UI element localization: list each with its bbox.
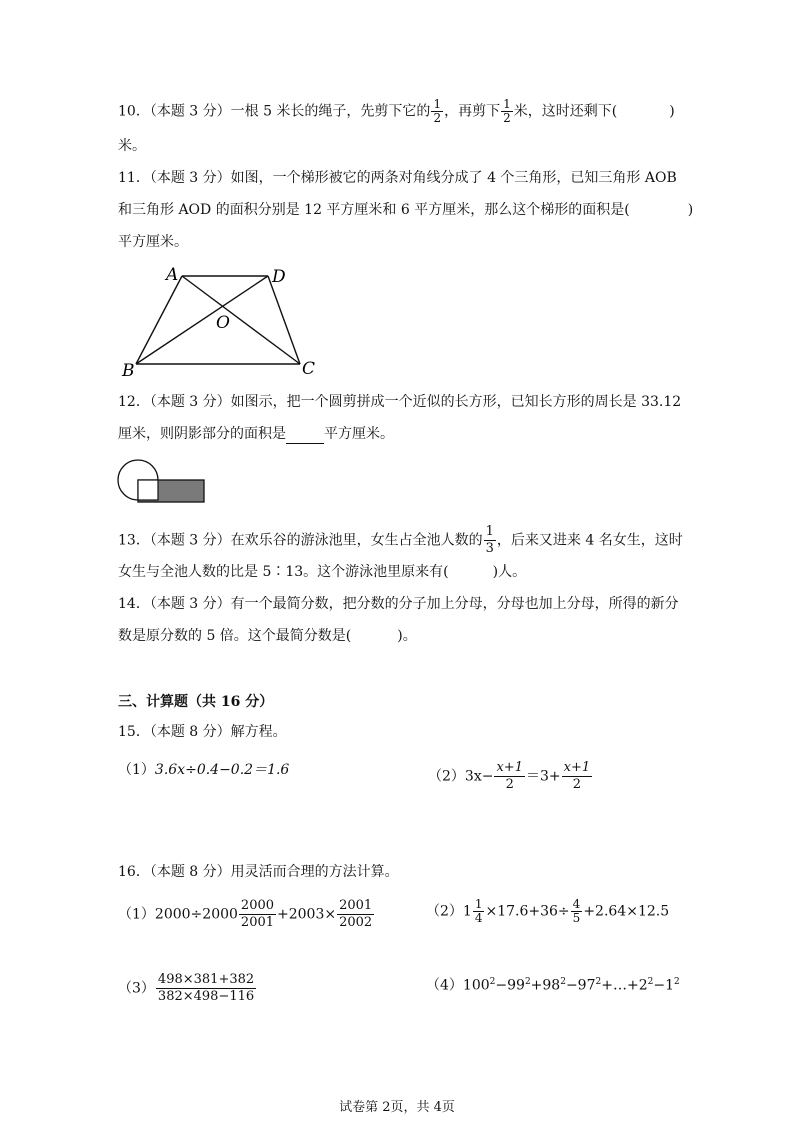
label-a: A <box>166 265 179 285</box>
diagonal-bd <box>136 276 268 364</box>
fraction-half: $\frac{1}{2}$ <box>433 97 442 125</box>
trapezoid-diagram <box>118 262 328 382</box>
answer-paren-close: ) <box>669 103 675 120</box>
q11-line1: 11．（本题 3 分）如图，一个梯形被它的两条对角线分成了 4 个三角形，已知三角形 AOB <box>118 170 677 186</box>
answer-blank <box>286 429 324 444</box>
q16-part1: （1）2000÷2000 $\frac{2000}{2001}$ +2003× $\frac{2001}{2002}$ <box>118 898 373 930</box>
trapezoid-right-edge <box>268 276 300 364</box>
q10-text: 10．（本题 3 分）一根 5 米长的绳子，先剪下它的 <box>118 103 431 120</box>
q12-line1: 12．（本题 3 分）如图示，把一个圆剪拼成一个近似的长方形，已知长方形的周长是 33.12 <box>118 394 682 410</box>
q10-line1: 10．（本题 3 分）一根 5 米长的绳子，先剪下它的 $\frac{1}{2}$ ，再剪下 $\frac{1}{2}$ 米，这时还剩下( ) <box>118 97 675 125</box>
label-o: O <box>216 313 230 333</box>
q15-part1: （1）3.6x÷0.4−0.2＝1.6 <box>118 762 290 778</box>
q10-line2: 米。 <box>118 138 146 154</box>
label-c: C <box>302 359 316 379</box>
fraction-third: $\frac{1}{3}$ <box>485 524 494 556</box>
q15-title: 15．（本题 8 分）解方程。 <box>118 724 287 740</box>
q13-line2: 女生与全池人数的比是 5∶13。这个游泳池里原来有( )人。 <box>118 564 527 580</box>
q14-line2: 数是原分数的 5 倍。这个最简分数是( )。 <box>118 628 417 644</box>
diagonal-ac <box>182 276 300 364</box>
q16-title: 16．（本题 8 分）用灵活而合理的方法计算。 <box>118 864 399 880</box>
page-footer: 试卷第 2页，共 4页 <box>339 1100 455 1115</box>
label-b: B <box>122 361 135 381</box>
q11-line3: 平方厘米。 <box>118 234 188 250</box>
q14-line1: 14．（本题 3 分）有一个最简分数，把分数的分子加上分母，分母也加上分母，所得的新分 <box>118 596 679 612</box>
q15-part2: （2）3x− $\frac{x+1}{2}$ ＝3+ $\frac{x+1}{2}$ <box>428 760 591 792</box>
section-title: 三、计算题（共 16 分） <box>118 694 274 710</box>
trapezoid-left-edge <box>136 276 182 364</box>
q16-part2: （2）1 $\frac{1}{4}$ ×17.6+36÷ $\frac{4}{5}$ +2.64×12.5 <box>426 897 670 925</box>
label-d: D <box>272 267 286 287</box>
q16-part3: （3） $\frac{498\times 381+382}{382\times 498-116}$ <box>118 972 255 1004</box>
circle-rectangle-diagram <box>116 456 216 506</box>
q12-line2: 厘米，则阴影部分的面积是 平方厘米。 <box>118 426 394 442</box>
q13-line1: 13．（本题 3 分）在欢乐谷的游泳池里，女生占全池人数的 $\frac{1}{3}$ ，后来又进来 4 名女生，这时 <box>118 524 683 556</box>
q11-line2: 和三角形 AOD 的面积分别是 12 平方厘米和 6 平方厘米，那么这个梯形的面积是( ) <box>118 202 694 218</box>
q16-part4: $(4)100^2-99^2+98^2-97^2+\dots+2^2-1^2$ <box>426 977 680 994</box>
fraction-half: $\frac{1}{2}$ <box>503 97 511 125</box>
radius-square <box>138 480 158 500</box>
